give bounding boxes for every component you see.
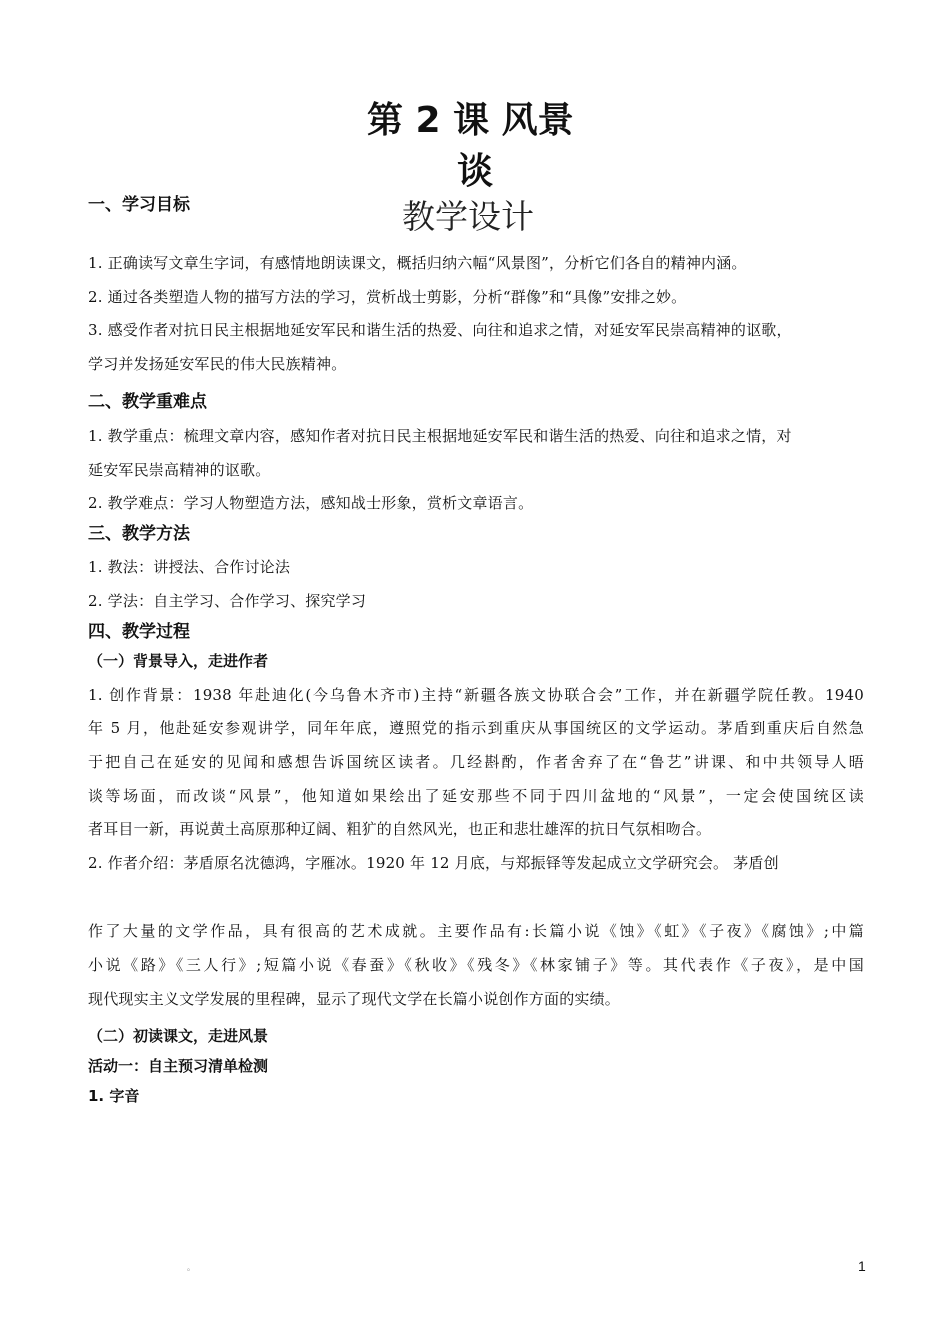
section-heading-methods: 三、教学方法 [88, 524, 190, 544]
part1-line-6: 2. 作者介绍：茅盾原名沈德鸿，字雁冰。1920 年 12 月底，与郑振铎等发起成立文学研究会。 茅盾创 [88, 854, 779, 872]
activity1-heading: 活动一：自主预习清单检测 [88, 1057, 269, 1075]
part1-line-1: 1. 创作背景：1938 年赴迪化(今乌鲁木齐市)主持“新疆各族文协联合会”工作，并在新疆学院任教。1940 [88, 686, 864, 704]
part1-line-2: 年 5 月，他赴延安参观讲学，同年年底，遵照党的指示到重庆从事国统区的文学运动。茅盾到重庆后自然急 [88, 719, 864, 737]
goal-item-3-cont: 学习并发扬延安军民的伟大民族精神。 [88, 355, 347, 373]
section-heading-key-points: 二、教学重难点 [88, 392, 207, 412]
part1-cont-line-2: 小说《路》《三人行》;短篇小说《春蚕》《秋收》《残冬》《林家铺子》等。其代表作《子夜》，是中国 [88, 956, 864, 974]
process-part2-heading: （二）初读课文，走进风景 [88, 1027, 269, 1045]
title-line-2: 谈 [457, 151, 494, 192]
method-item-1: 1. 教法：讲授法、合作讨论法 [88, 558, 291, 576]
part1-cont-line-1: 作了大量的文学作品，具有很高的艺术成就。主要作品有:长篇小说《蚀》《虹》《子夜》《腐蚀》;中篇 [88, 922, 864, 940]
title-line-1: 第 2 课 风景 [367, 100, 574, 141]
footer-mark: 。 [187, 1263, 195, 1272]
subtitle: 教学设计 [402, 197, 534, 236]
process-part1-heading: （一）背景导入，走进作者 [88, 652, 269, 670]
part1-line-5: 者耳目一新，再说黄土高原那种辽阔、粗犷的自然风光，也正和悲壮雄浑的抗日气氛相吻合。 [88, 820, 712, 838]
key-point-1-cont: 延安军民崇高精神的讴歌。 [88, 461, 271, 479]
section-heading-goals: 一、学习目标 [88, 195, 190, 215]
goal-item-3: 3. 感受作者对抗日民主根据地延安军民和谐生活的热爱、向往和追求之情，对延安军民崇高精神的讴歌， [88, 321, 792, 339]
goal-item-1: 1. 正确读写文章生字词，有感情地朗读课文，概括归纳六幅“风景图”，分析它们各自的精神内涵。 [88, 254, 747, 272]
key-point-1: 1. 教学重点：梳理文章内容，感知作者对抗日民主根据地延安军民和谐生活的热爱、向往和追求之情，对 [88, 427, 792, 445]
section-heading-process: 四、教学过程 [88, 622, 190, 642]
part1-cont-line-3: 现代现实主义文学发展的里程碑，显示了现代文学在长篇小说创作方面的实绩。 [88, 990, 621, 1008]
key-point-2: 2. 教学难点：学习人物塑造方法，感知战士形象，赏析文章语言。 [88, 494, 534, 512]
activity1-item-1: 1. 字音 [88, 1087, 140, 1105]
page-number: 1 [858, 1258, 866, 1274]
part1-line-3: 于把自己在延安的见闻和感想告诉国统区读者。几经斟酌，作者舍弃了在“鲁艺”讲课、和中共领导人晤 [88, 753, 864, 771]
goal-item-2: 2. 通过各类塑造人物的描写方法的学习，赏析战士剪影，分析“群像”和“具像”安排之妙。 [88, 288, 687, 306]
part1-line-4: 谈等场面，而改谈“风景”，他知道如果绘出了延安那些不同于四川盆地的“风景”，一定会使国统区读 [88, 787, 864, 805]
method-item-2: 2. 学法：自主学习、合作学习、探究学习 [88, 592, 367, 610]
